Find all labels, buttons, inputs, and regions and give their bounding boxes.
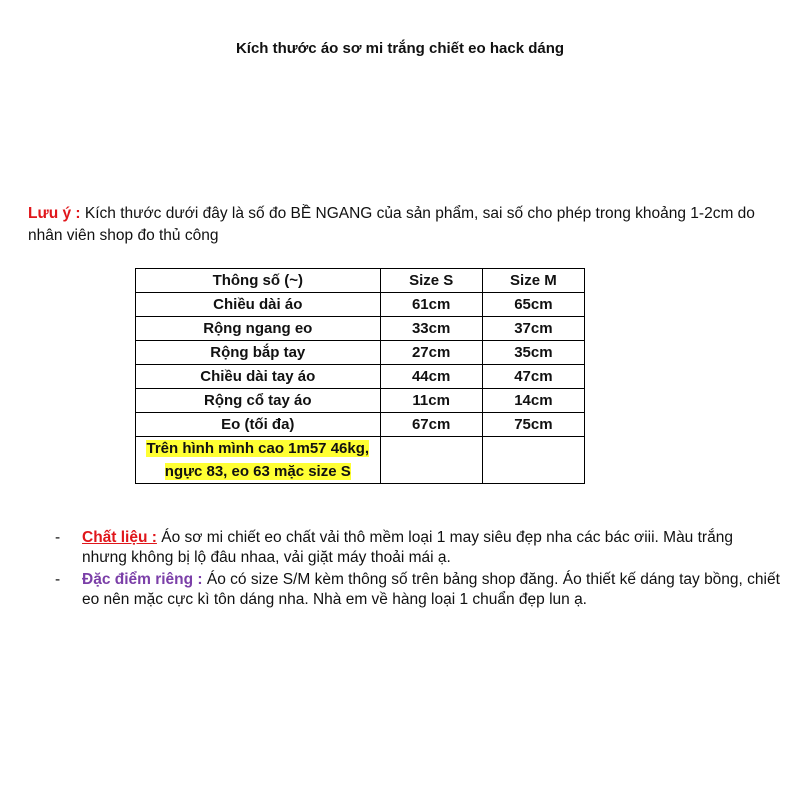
row-label: Rộng cổ tay áo (136, 389, 381, 413)
row-size-s: 61cm (380, 293, 482, 317)
row-size-m: 75cm (482, 413, 584, 437)
material-text: Áo sơ mi chiết eo chất vải thô mềm loại 1 may siêu đẹp nha các bác ơiii. Màu trắng nhưng không bị lộ đâu nhaa, vải giặt máy thoải mái ạ. (82, 529, 733, 566)
size-table (135, 268, 585, 484)
row-size-m: 35cm (482, 341, 584, 365)
header-size-s: Size S (380, 269, 482, 293)
table-row-model-note (136, 437, 585, 484)
row-size-m: 37cm (482, 317, 584, 341)
bullet-material (55, 528, 780, 568)
row-size-m: 14cm (482, 389, 584, 413)
bullet-list (55, 528, 780, 612)
bullet-dash: - (55, 571, 61, 588)
table-row (136, 365, 585, 389)
row-size-m: 65cm (482, 293, 584, 317)
row-size-s: 27cm (380, 341, 482, 365)
row-label: Rộng ngang eo (136, 317, 381, 341)
row-label: Rộng bắp tay (136, 341, 381, 365)
model-note-text: Trên hình mình cao 1m57 46kg, ngực 83, eo 63 mặc size S (146, 440, 370, 480)
empty-cell (482, 437, 584, 484)
table-row (136, 293, 585, 317)
page-title: Kích thước áo sơ mi trắng chiết eo hack dáng (235, 40, 565, 57)
table-row (136, 317, 585, 341)
table-header-row (136, 269, 585, 293)
table-row (136, 389, 585, 413)
row-label: Eo (tối đa) (136, 413, 381, 437)
table-row (136, 341, 585, 365)
row-size-s: 11cm (380, 389, 482, 413)
features-label: Đặc điểm riêng : (82, 571, 203, 588)
empty-cell (380, 437, 482, 484)
bullet-dash: - (55, 529, 61, 546)
row-size-m: 47cm (482, 365, 584, 389)
note-label: Lưu ý : (28, 205, 81, 222)
table-row (136, 413, 585, 437)
header-spec: Thông số (~) (136, 269, 381, 293)
features-text: Áo có size S/M kèm thông số trên bảng shop đăng. Áo thiết kế dáng tay bồng, chiết eo nên mặc cực kì tôn dáng nha. Nhà em về hàng loại 1 chuẩn đẹp lun ạ. (82, 571, 780, 608)
row-label: Chiều dài áo (136, 293, 381, 317)
bullet-features (55, 570, 780, 610)
model-note-cell (136, 437, 381, 484)
header-size-m: Size M (482, 269, 584, 293)
row-label: Chiều dài tay áo (136, 365, 381, 389)
note-paragraph (28, 203, 778, 247)
material-label: Chất liệu : (82, 529, 157, 546)
row-size-s: 44cm (380, 365, 482, 389)
note-text: Kích thước dưới đây là số đo BỀ NGANG của sản phẩm, sai số cho phép trong khoảng 1-2cm do nhân viên shop đo thủ công (28, 205, 755, 244)
row-size-s: 67cm (380, 413, 482, 437)
row-size-s: 33cm (380, 317, 482, 341)
